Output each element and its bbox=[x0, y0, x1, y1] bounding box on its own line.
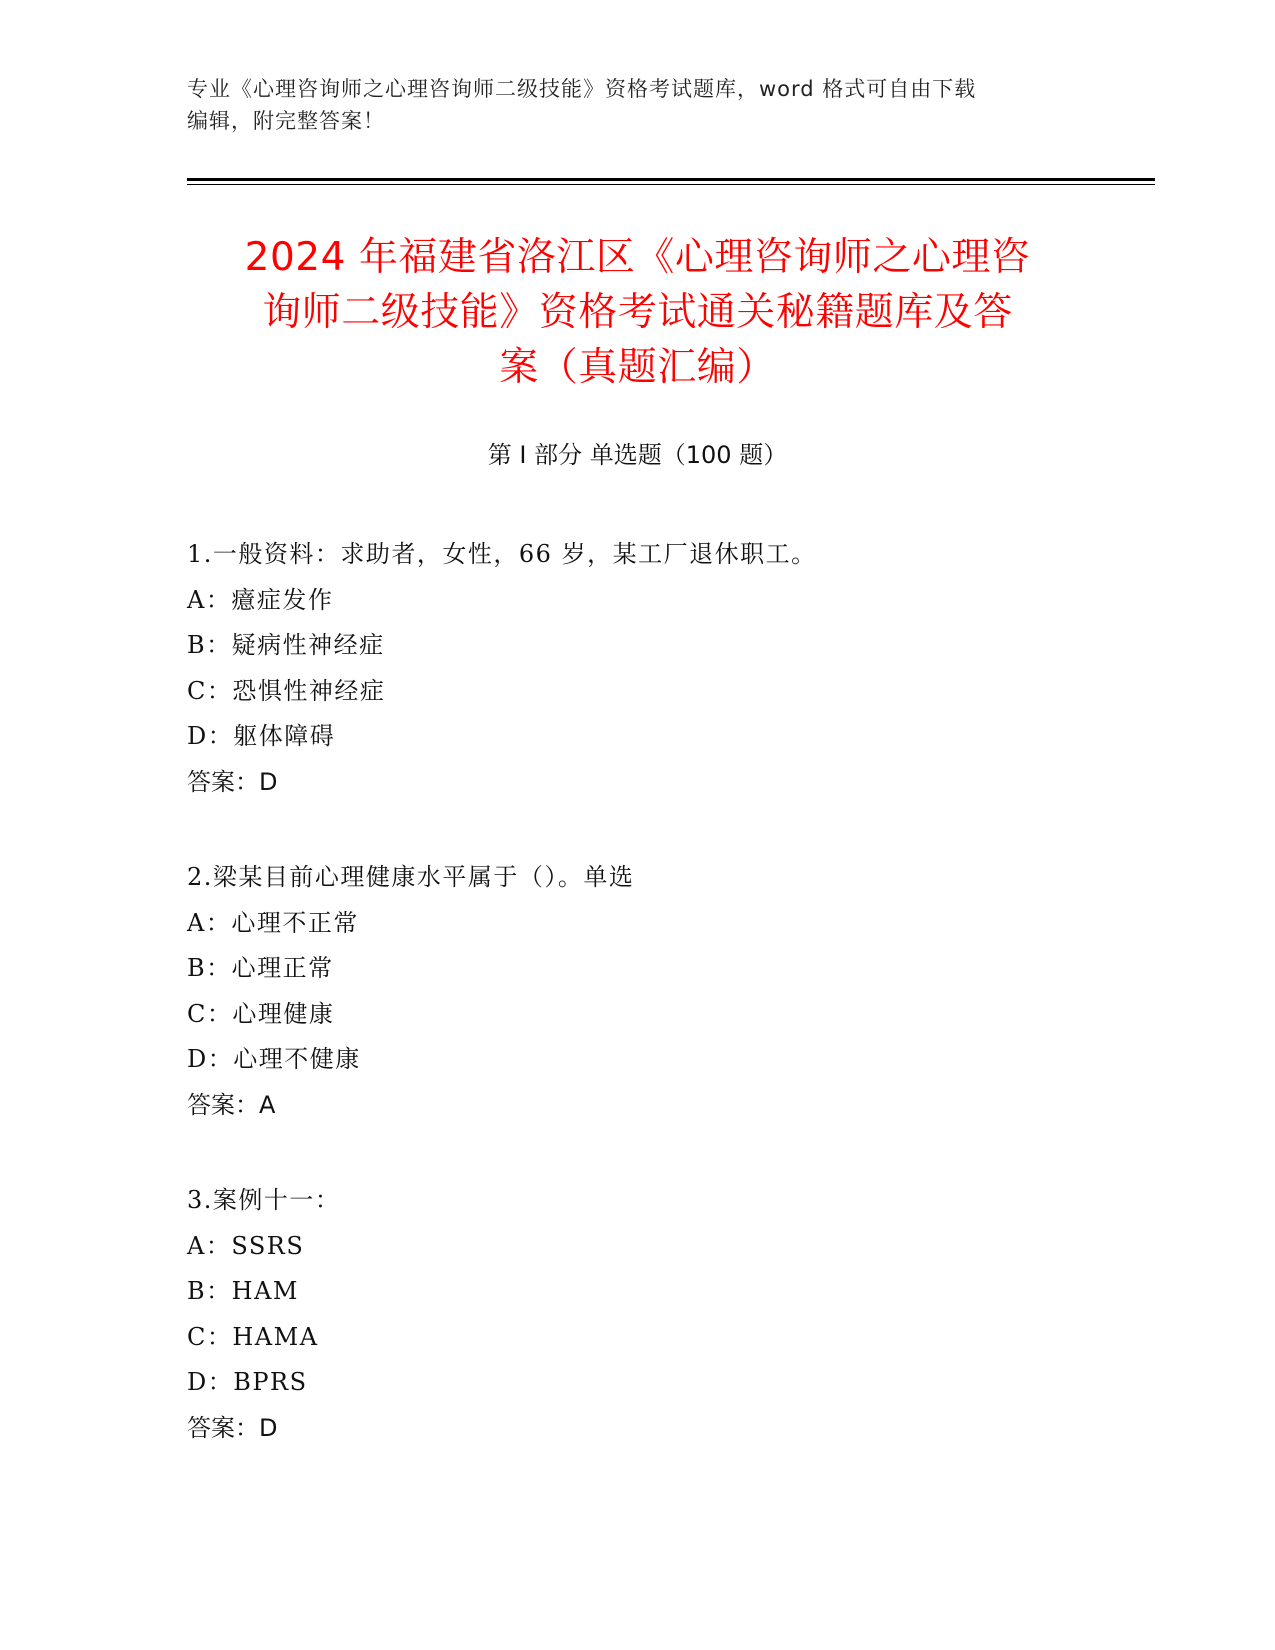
option-a: A：癔症发作 bbox=[187, 585, 334, 614]
header-note bbox=[187, 73, 1087, 137]
option-a: A：心理不正常 bbox=[187, 908, 359, 937]
header-note-line2: 编辑，附完整答案！ bbox=[187, 109, 385, 133]
document-title-line2: 询师二级技能》资格考试通关秘籍题库及答 bbox=[262, 290, 1013, 335]
option-c: C：心理健康 bbox=[187, 999, 335, 1028]
question-2 bbox=[187, 855, 1147, 1128]
document-title-line1: 2024 年福建省洛江区《心理咨询师之心理咨 bbox=[244, 235, 1031, 280]
question-stem: 1.一般资料：求助者，女性，66 岁，某工厂退休职工。 bbox=[187, 540, 817, 568]
option-d: D：BPRS bbox=[187, 1368, 308, 1396]
question-1 bbox=[187, 532, 1147, 805]
header-rule-thick bbox=[187, 178, 1155, 181]
option-a: A：SSRS bbox=[187, 1231, 305, 1260]
option-d: D：躯体障碍 bbox=[187, 722, 336, 750]
section-title: 第 I 部分 单选题（100 题） bbox=[487, 441, 788, 469]
header-rule-thin bbox=[187, 184, 1155, 185]
question-3 bbox=[187, 1178, 1147, 1451]
option-b: B：疑病性神经症 bbox=[187, 631, 385, 659]
answer: 答案：A bbox=[187, 1090, 276, 1119]
option-b: B：HAM bbox=[187, 1277, 299, 1305]
option-b: B：心理正常 bbox=[187, 954, 334, 982]
header-note-line1: 专业《心理咨询师之心理咨询师二级技能》资格考试题库，word 格式可自由下载 bbox=[187, 77, 977, 101]
document-title-line3: 案（真题汇编） bbox=[499, 345, 776, 390]
option-c: C：HAMA bbox=[187, 1322, 319, 1351]
answer: 答案：D bbox=[187, 1413, 278, 1442]
option-d: D：心理不健康 bbox=[187, 1045, 361, 1073]
question-list bbox=[187, 532, 1147, 1501]
question-stem: 3.案例十一： bbox=[187, 1186, 341, 1214]
document-title bbox=[160, 230, 1115, 395]
answer: 答案：D bbox=[187, 767, 278, 796]
question-stem: 2.梁某目前心理健康水平属于（）。单选 bbox=[187, 863, 635, 891]
option-c: C：恐惧性神经症 bbox=[187, 676, 386, 705]
